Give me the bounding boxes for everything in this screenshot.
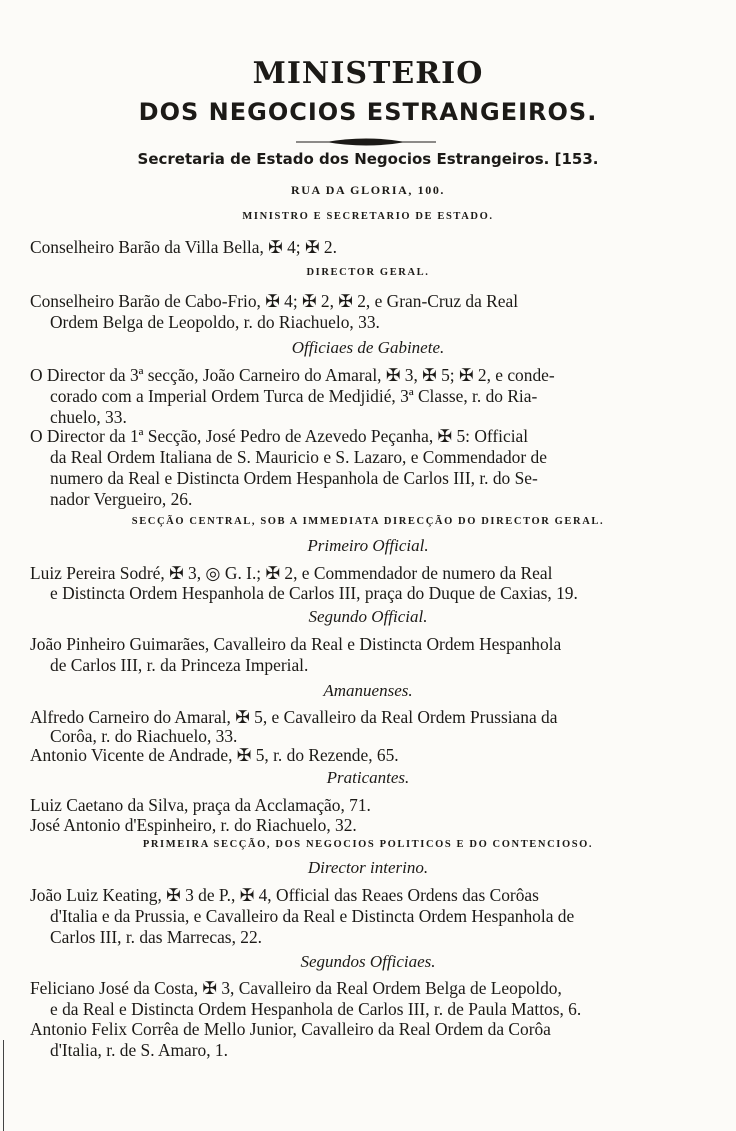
segundo-entry-line2: de Carlos III, r. da Princeza Imperial.	[50, 655, 309, 675]
primeiro-entry-line2: e Distincta Ordem Hespanhola de Carlos III, praça do Duque de Caxias, 19.	[50, 583, 578, 603]
segundo-official-heading: Segundo Official.	[308, 607, 428, 626]
praticante1: Luiz Caetano da Silva, praça da Acclamação, 71.	[30, 795, 371, 815]
amanuense2-line1: Antonio Vicente de Andrade, ✠ 5, r. do Rezende, 65.	[30, 745, 399, 765]
segundos-entry1-line1: Feliciano José da Costa, ✠ 3, Cavalleiro da Real Ordem Belga de Leopoldo,	[30, 978, 562, 998]
gabinete-entry1-line3: chuelo, 33.	[50, 407, 127, 427]
primeira-seccao-heading: PRIMEIRA SECÇÃO, DOS NEGOCIOS POLITICOS E DO CONTENCIOSO.	[142, 839, 594, 850]
primeiro-official-heading: Primeiro Official.	[307, 536, 429, 555]
segundos-officiaes-heading: Segundos Officiaes.	[300, 952, 436, 971]
director-geral-heading: DIRECTOR GERAL.	[306, 267, 430, 278]
page-subtitle: DOS NEGOCIOS ESTRANGEIROS.	[138, 98, 598, 126]
segundos-entry1-line2: e da Real e Distincta Ordem Hespanhola de Carlos III, r. de Paula Mattos, 6.	[50, 999, 582, 1019]
gabinete-entry2-line4: nador Vergueiro, 26.	[50, 489, 193, 509]
director-interino-heading: Director interino.	[307, 858, 429, 877]
amanuense1-line1: Alfredo Carneiro do Amaral, ✠ 5, e Cavalleiro da Real Ordem Prussiana da	[30, 707, 558, 727]
gabinete-entry1-line2: corado com a Imperial Ordem Turca de Medjidié, 3ª Classe, r. do Ria-	[50, 386, 538, 406]
address-line: RUA DA GLORIA, 100.	[290, 183, 446, 197]
ornamental-rule	[296, 136, 436, 148]
amanuenses-heading: Amanuenses.	[323, 681, 413, 700]
praticante2: José Antonio d'Espinheiro, r. do Riachuelo, 32.	[30, 815, 357, 835]
director-entry-line2: Ordem Belga de Leopoldo, r. do Riachuelo, 33.	[50, 312, 380, 332]
gabinete-heading: Officiaes de Gabinete.	[291, 338, 445, 357]
ministro-entry: Conselheiro Barão da Villa Bella, ✠ 4; ✠ 2.	[30, 237, 337, 257]
ministro-heading: MINISTRO E SECRETARIO DE ESTADO.	[242, 211, 494, 222]
seccao-central-heading: SECÇÃO CENTRAL, SOB A IMMEDIATA DIRECÇÃO DO DIRECTOR GERAL.	[131, 516, 605, 527]
praticantes-heading: Praticantes.	[326, 768, 410, 787]
page-title: MINISTERIO	[252, 56, 484, 91]
interino-line3: Carlos III, r. das Marrecas, 22.	[50, 927, 262, 947]
segundo-entry-line1: João Pinheiro Guimarães, Cavalleiro da Real e Distincta Ordem Hespanhola	[30, 634, 562, 654]
interino-line2: d'Italia e da Prussia, e Cavalleiro da Real e Distincta Ordem Hespanhola de	[50, 906, 575, 926]
segundos-entry2-line2: d'Italia, r. de S. Amaro, 1.	[50, 1040, 228, 1060]
interino-line1: João Luiz Keating, ✠ 3 de P., ✠ 4, Official das Reaes Ordens das Corôas	[30, 885, 539, 905]
gabinete-entry1-line1: O Director da 3ª secção, João Carneiro do Amaral, ✠ 3, ✠ 5; ✠ 2, e conde-	[30, 365, 555, 385]
amanuense1-line2: Corôa, r. do Riachuelo, 33.	[50, 726, 238, 746]
left-margin-rule	[3, 1040, 4, 1131]
secretaria-line: Secretaria de Estado dos Negocios Estrangeiros. [153.	[137, 150, 599, 168]
director-entry-line1: Conselheiro Barão de Cabo-Frio, ✠ 4; ✠ 2, ✠ 2, e Gran-Cruz da Real	[30, 291, 519, 311]
gabinete-entry2-line1: O Director da 1ª Secção, José Pedro de Azevedo Peçanha, ✠ 5: Official	[30, 426, 529, 446]
segundos-entry2-line1: Antonio Felix Corrêa de Mello Junior, Cavalleiro da Real Ordem da Corôa	[30, 1019, 551, 1039]
primeiro-entry-line1: Luiz Pereira Sodré, ✠ 3, ◎ G. I.; ✠ 2, e Commendador de numero da Real	[30, 563, 553, 583]
gabinete-entry2-line3: numero da Real e Distincta Ordem Hespanhola de Carlos III, r. do Se-	[50, 468, 538, 488]
gabinete-entry2-line2: da Real Ordem Italiana de S. Mauricio e S. Lazaro, e Commendador de	[50, 447, 547, 467]
